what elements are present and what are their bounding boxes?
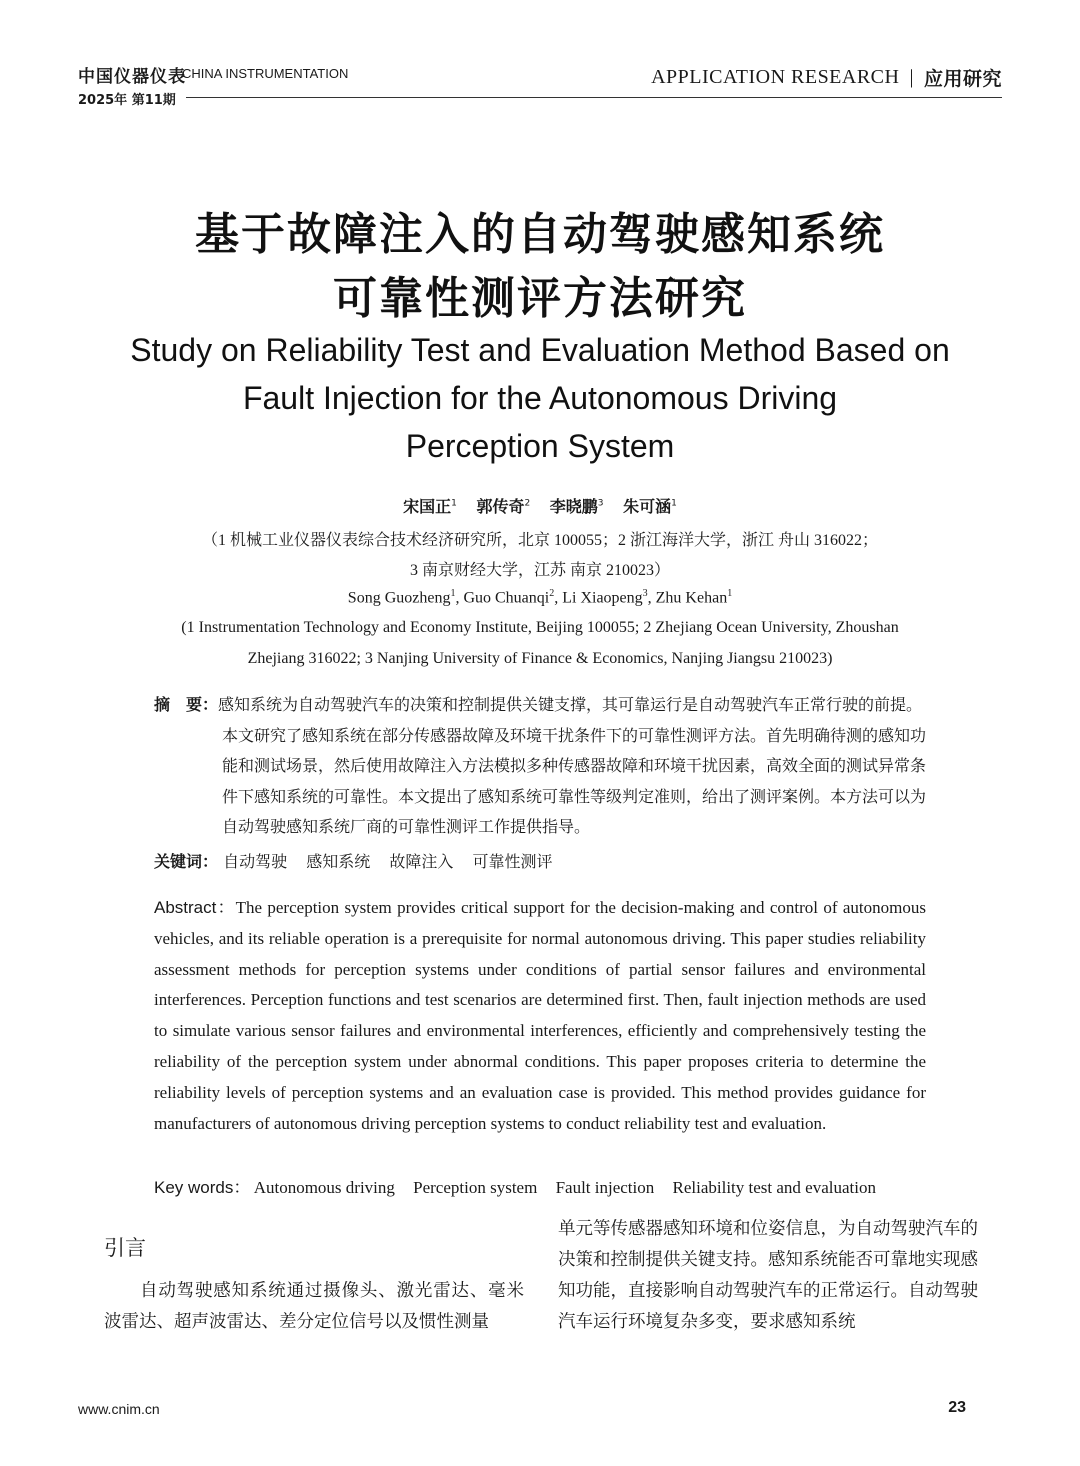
authors-en: Song Guozheng$^1$, Guo Chuanqi$^2$, Li Xiaopeng$^3$, Zhu Kehan$^1$ [347,588,733,607]
title-en-line-3: Perception System [405,428,675,464]
page-number: 23 [948,1399,966,1416]
section-header [651,64,1002,91]
abstract-en [154,893,926,1139]
title-cn-line-1: 基于故障注入的自动驾驶感知系统 [195,209,885,260]
footer-url[interactable]: www.cnim.cn [78,1401,160,1417]
keyword-cn: 可靠性测评 [472,852,553,871]
author-cn: 李晓鹏$^3$ [549,497,604,516]
abstract-en-label: Abstract： [154,898,236,917]
keyword-en: Fault injection [555,1178,655,1197]
author-cn: 朱可涵$^1$ [623,497,677,516]
abstract-cn [154,690,926,843]
issue-label: 2025年 第11期 [78,93,176,108]
title-en-line-1: Study on Reliability Test and Evaluation Method Based on [130,332,950,368]
keyword-cn: 自动驾驶 [223,852,288,871]
header-rule [186,97,1002,98]
affiliation-cn-line-2: 3 南京财经大学，江苏 南京 210023） [409,562,670,579]
affiliation-en-line-2: Zhejiang 316022; 3 Nanjing University of Finance & Economics, Nanjing Jiangsu 210023) [247,650,833,667]
section-cn: 应用研究 [923,68,1002,90]
author-cn: 郭传奇$^2$ [476,497,531,516]
keyword-en: Autonomous driving [253,1178,395,1197]
body-left-column: 自动驾驶感知系统通过摄像头、激光雷达、毫米波雷达、超声波雷达、差分定位信号以及惯性测量 [104,1281,524,1332]
affiliation-cn-line-1: （1 机械工业仪器仪表综合技术经济研究所，北京 100055；2 浙江海洋大学，浙江 舟山 316022； [201,532,878,549]
title-cn-line-2: 可靠性测评方法研究 [333,273,747,324]
abstract-en-text: The perception system provides critical support for the decision-making and control of autonomous vehicles, and its reliable operation is a prerequisite for normal autonomous driving. This paper studies reliability assessment methods for perception systems under conditions of partial sensor failures and environmental interferences. Perception functions and test scenarios are determined first. Then, fault injection methods are used to simulate various sensor failures and environmental interferences, efficiently and comprehensively testing the reliability of the perception system under abnormal conditions. This paper proposes criteria to determine the reliability levels of perception systems and an evaluation case is provided. This method provides guidance for manufacturers of autonomous driving perception systems to conduct reliability test and evaluation. [154,898,926,1133]
keyword-cn: 感知系统 [306,852,371,871]
author-cn: 宋国正$^1$ [403,497,457,516]
body-right-column: 单元等传感器感知环境和位姿信息，为自动驾驶汽车的决策和控制提供关键支持。感知系统能否可靠地实现感知功能，直接影响自动驾驶汽车的正常运行。自动驾驶汽车运行环境复杂多变，要求感知系统 [558,1219,978,1332]
section-en: APPLICATION RESEARCH [651,66,900,88]
keyword-cn: 故障注入 [389,852,454,871]
keyword-en: Perception system [413,1178,538,1197]
authors-cn [0,494,1080,517]
keywords-cn [154,849,566,872]
section-separator: | [909,66,914,88]
abstract-cn-label: 摘 要： [154,695,219,714]
abstract-cn-text: 感知系统为自动驾驶汽车的决策和控制提供关键支撑，其可靠运行是自动驾驶汽车正常行驶的前提。本文研究了感知系统在部分传感器故障及环境干扰条件下的可靠性测评方法。首先明确待测的感知功能和测试场景，然后使用故障注入方法模拟多种传感器故障和环境干扰因素，高效全面的测试异常条件下感知系统的可靠性。本文提出了感知系统可靠性等级判定准则，给出了测评案例。本方法可以为自动驾驶感知系统厂商的可靠性测评工作提供指导。 [218,695,927,836]
title-en-line-2: Fault Injection for the Autonomous Driving [242,380,838,416]
affiliation-en-line-1: (1 Instrumentation Technology and Economy Institute, Beijing 100055; 2 Zhejiang Ocean University, Zhoushan [181,619,899,636]
journal-name-en: CHINA INSTRUMENTATION [182,66,349,81]
keyword-en: Reliability test and evaluation [672,1178,876,1197]
journal-logo-cn: 中国仪器仪表 [78,67,186,87]
keywords-cn-label: 关键词： [154,852,219,871]
keywords-en [154,1173,890,1198]
section-heading-introduction: 引言 [104,1236,146,1260]
keywords-en-label: Key words： [154,1178,251,1197]
